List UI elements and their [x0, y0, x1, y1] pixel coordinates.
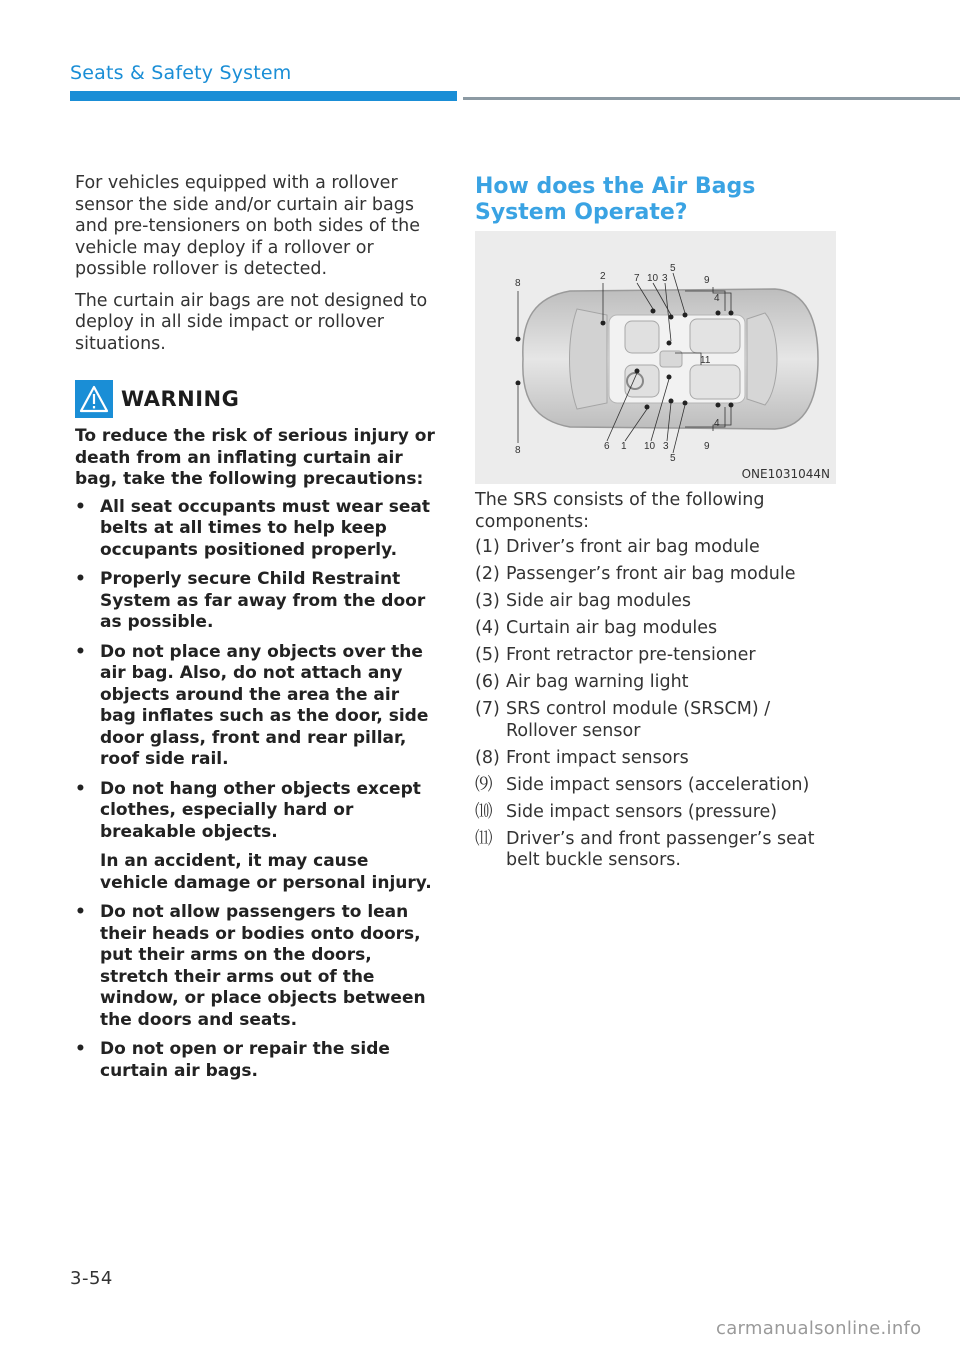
list-item: [475, 829, 845, 872]
list-item-number: (4): [475, 618, 500, 638]
callout-label: 3: [663, 441, 669, 452]
header-bar-grey: [463, 97, 960, 100]
bullet-continuation: In an accident, it may cause vehicle damage or personal injury.: [100, 851, 432, 893]
section-title: How does the Air Bags System Operate?: [475, 174, 756, 225]
callout-label: 8: [515, 445, 521, 456]
list-item-number: (1): [475, 537, 500, 557]
warning-bullet: [75, 1039, 440, 1082]
list-item: [475, 618, 845, 640]
callout-label: 5: [670, 263, 676, 274]
left-column: [75, 173, 440, 1090]
list-item-text: Driver’s front air bag module: [506, 537, 760, 557]
bullet-marker: •: [75, 778, 86, 799]
car-top-view-illustration: [475, 231, 836, 484]
callout-label: 1: [621, 441, 627, 452]
list-item: [475, 802, 845, 824]
list-item: [475, 775, 845, 797]
list-item-text: Curtain air bag modules: [506, 618, 718, 638]
list-item: [475, 699, 845, 742]
warning-triangle-icon: [75, 380, 113, 418]
list-item: [475, 748, 845, 770]
callout-label: 3: [662, 273, 668, 284]
figure-code: ONE1031044N: [741, 467, 830, 481]
warning-bullet: [75, 642, 440, 771]
list-item-text: Passenger’s front air bag module: [506, 564, 796, 584]
list-item-number: (2): [475, 564, 500, 584]
list-item-text: Side air bag modules: [506, 591, 691, 611]
warning-header: [75, 380, 440, 418]
list-item: [475, 564, 845, 586]
list-item-number: ⑾: [475, 828, 493, 849]
callout-label: 11: [700, 355, 711, 366]
warning-intro: To reduce the risk of serious injury or death from an inflating curtain air bag, take the following precautions:: [75, 426, 435, 489]
list-item-text: SRS control module (SRSCM) / Rollover sensor: [506, 699, 771, 741]
list-item: [475, 672, 845, 694]
callout-label: 9: [704, 441, 710, 452]
list-item: [475, 645, 845, 667]
callout-label: 7: [634, 273, 640, 284]
warning-bullet: [75, 902, 440, 1031]
list-item-number: ⑽: [475, 801, 493, 822]
srs-intro: The SRS consists of the following components:: [475, 490, 765, 532]
airbag-diagram-figure: [475, 231, 836, 484]
bullet-text: Do not place any objects over the air bag. Also, do not attach any objects around the area the air bag inflates such as the door, side door glass, front and rear pillar, roof side rail.: [100, 641, 429, 769]
bullet-text: Do not allow passengers to lean their heads or bodies onto doors, put their arms on the doors, stretch their arms out of the window, or place objects between the doors and seats.: [100, 902, 426, 1030]
list-item-text: Side impact sensors (acceleration): [506, 774, 810, 795]
bullet-marker: •: [75, 641, 86, 662]
list-item-number: (8): [475, 747, 500, 768]
paragraph-rollover: For vehicles equipped with a rollover sensor the side and/or curtain air bags and pre-tensioners on both sides of the vehicle may deploy if a rollover or possible rollover is detected.: [75, 173, 421, 279]
bullet-text: Do not open or repair the side curtain air bags.: [100, 1039, 390, 1081]
callout-label: 4: [714, 293, 720, 304]
list-item-text: Air bag warning light: [506, 672, 689, 692]
list-item-number: ⑼: [475, 774, 493, 795]
warning-label: WARNING: [121, 387, 240, 411]
list-item-number: (5): [475, 645, 500, 665]
list-item-text: Driver’s and front passenger’s seat belt buckle sensors.: [506, 828, 815, 870]
bullet-text: All seat occupants must wear seat belts at all times to help keep occupants positioned properly.: [100, 496, 430, 560]
warning-bullet: [75, 569, 440, 634]
callout-label: 8: [515, 278, 521, 289]
list-item: [475, 537, 845, 559]
bullet-marker: •: [75, 1039, 86, 1059]
bullet-marker: •: [75, 496, 86, 517]
bullet-text: Do not hang other objects except clothes, especially hard or breakable objects.: [100, 778, 421, 842]
callout-label: 2: [600, 271, 606, 282]
bullet-marker: •: [75, 569, 86, 589]
header-section-title: Seats & Safety System: [70, 62, 292, 84]
component-list: [475, 537, 845, 877]
watermark: carmanualsonline.info: [716, 1318, 922, 1339]
list-item-number: (6): [475, 672, 500, 692]
list-item-text: Side impact sensors (pressure): [506, 801, 778, 822]
paragraph-curtain: The curtain air bags are not designed to deploy in all side impact or rollover situations.: [75, 290, 428, 354]
header-bar-blue: [70, 91, 457, 101]
list-item-text: Front retractor pre-tensioner: [506, 645, 756, 665]
warning-bullet: [75, 779, 440, 844]
callout-label: 10: [647, 273, 659, 284]
callout-label: 5: [670, 453, 676, 464]
callout-label: 6: [604, 441, 610, 452]
callout-label: 4: [714, 418, 720, 429]
list-item-number: (7): [475, 699, 500, 719]
right-column: [475, 174, 840, 226]
page-number: 3-54: [70, 1268, 113, 1289]
list-item-number: (3): [475, 591, 500, 611]
bullet-marker: •: [75, 902, 86, 922]
warning-bullet: [75, 497, 440, 562]
list-item: [475, 591, 845, 613]
callout-label: 10: [644, 441, 656, 452]
bullet-text: Properly secure Child Restraint System as far away from the door as possible.: [100, 569, 426, 632]
list-item-text: Front impact sensors: [506, 747, 689, 768]
callout-label: 9: [704, 275, 710, 286]
